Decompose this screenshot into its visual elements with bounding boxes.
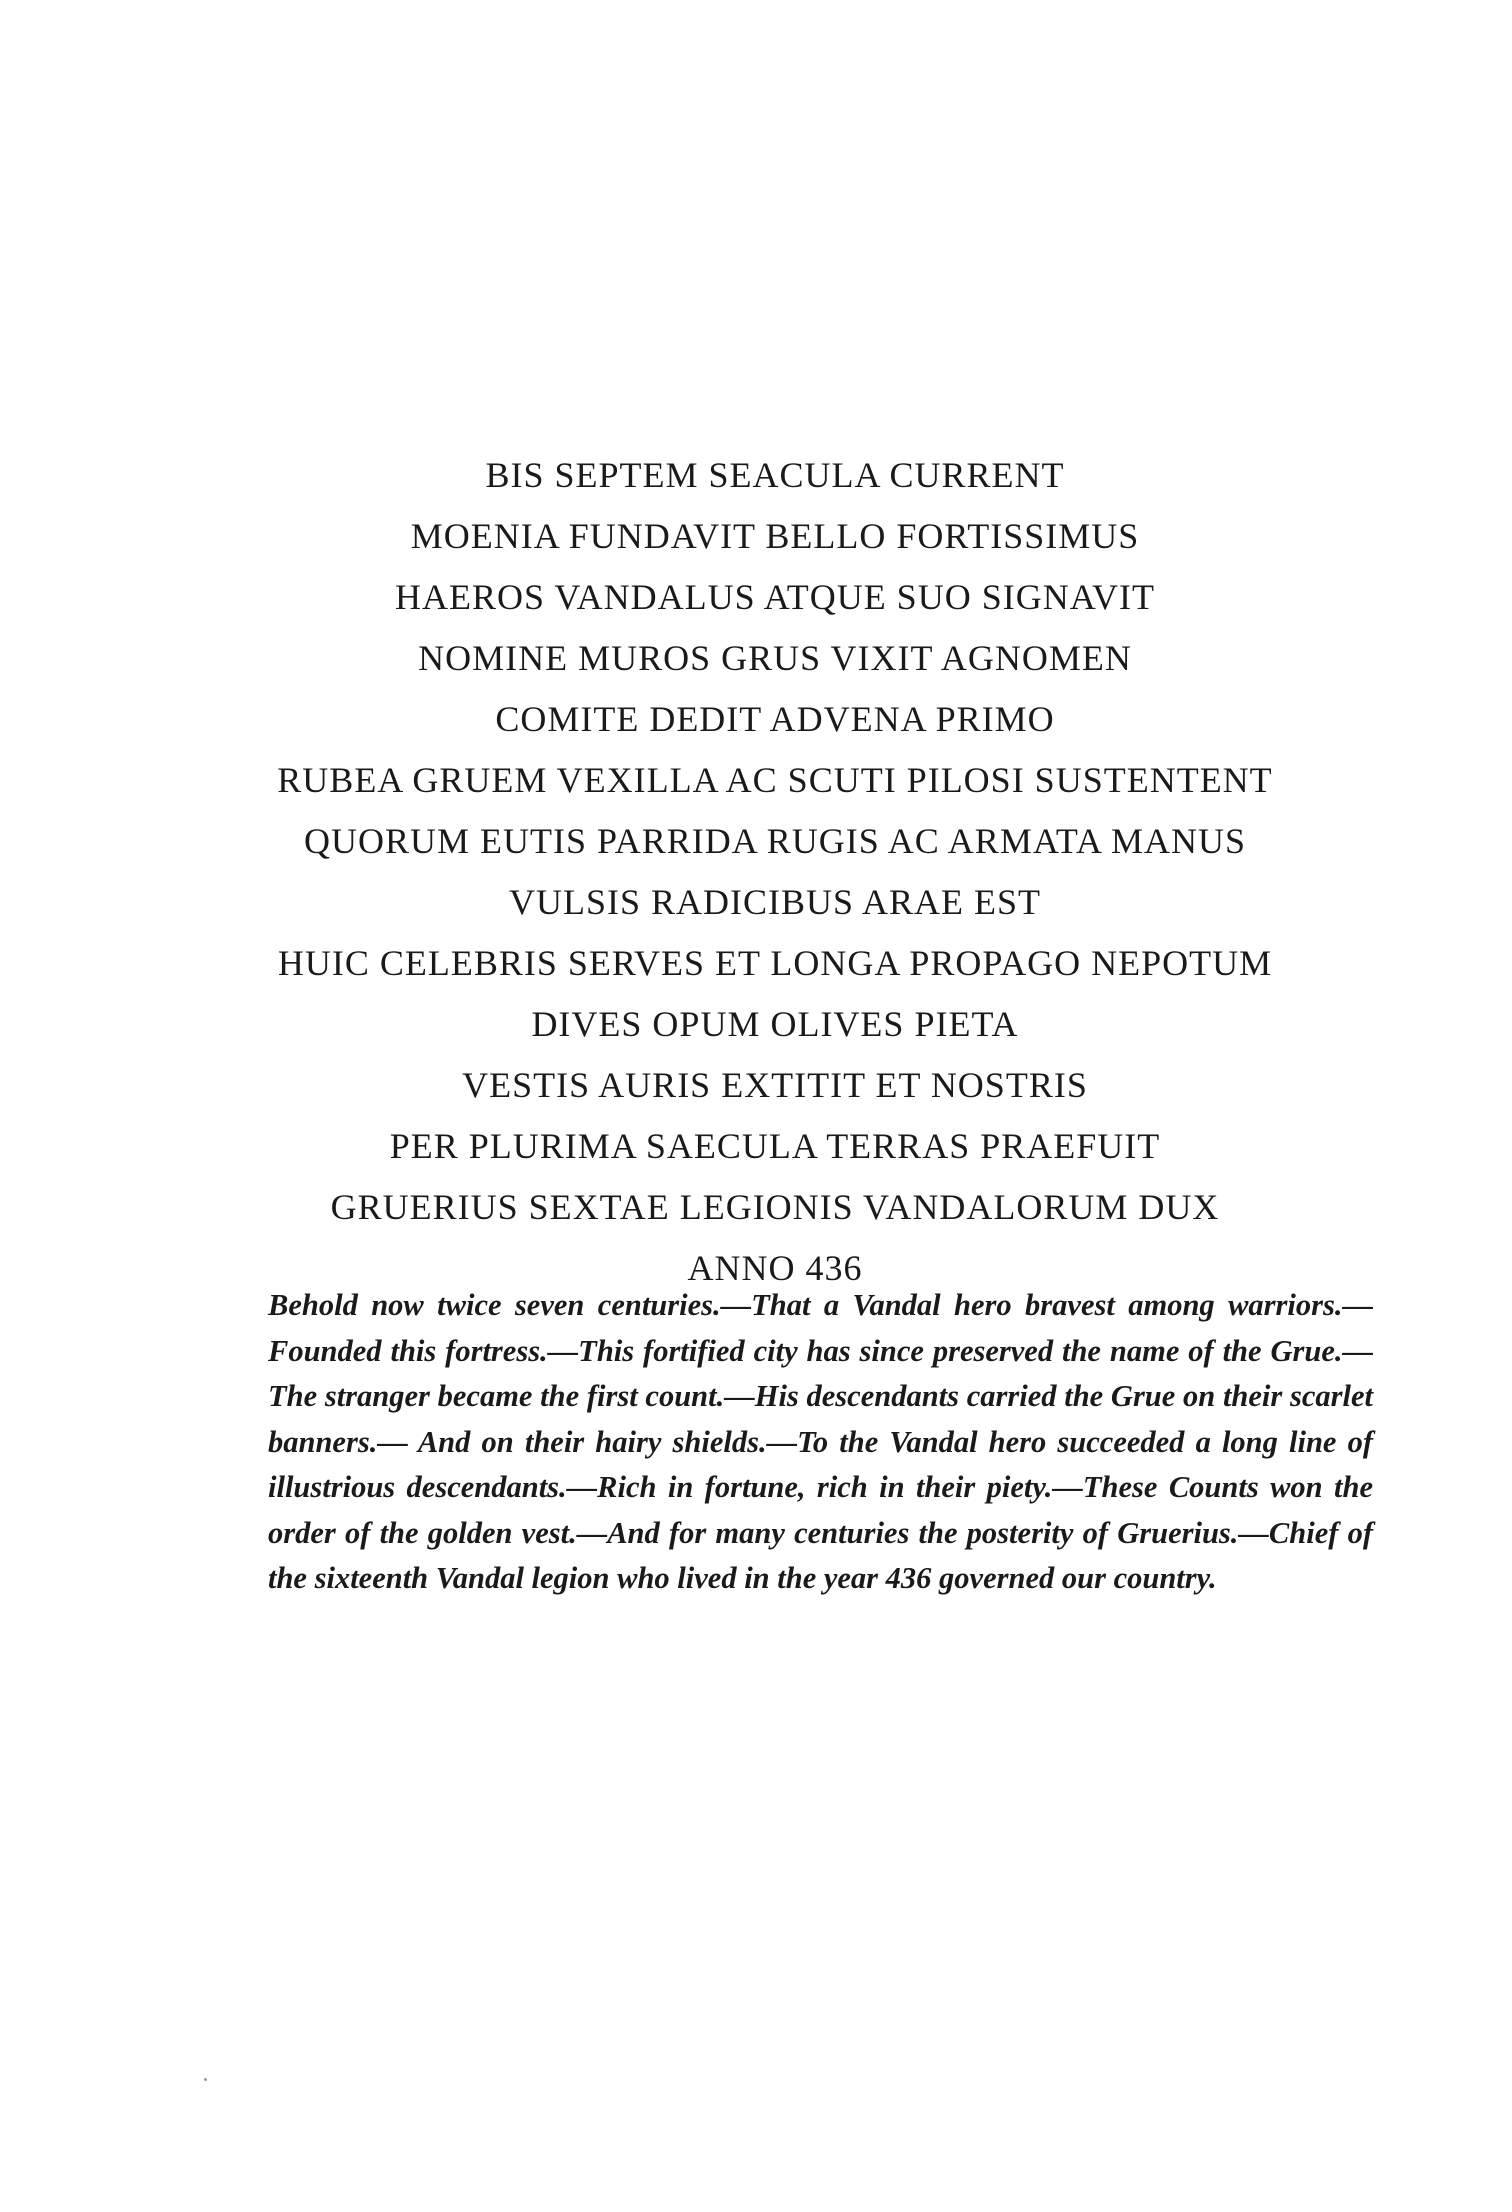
inscription-line: GRUERIUS SEXTAE LEGIONIS VANDALORUM DUX — [330, 1187, 1220, 1227]
inscription-line: VESTIS AURIS EXTITIT ET NOSTRIS — [462, 1065, 1088, 1105]
english-translation: Behold now twice seven centuries.—That a Vandal hero bravest among warriors.—Founded this fortress.—This fortified city has since preserved the name of the Grue.—The stranger became the first count.—His descendants carried the Grue on their scarlet banners.— And on their hairy shields.—To the Vandal hero succeeded a long line of illustrious descendants.—Rich in fortune, rich in their piety.—These Counts won the order of the golden vest.—And for many centuries the posterity of Gruerius.—Chief of the sixteenth Vandal legion who lived in the year 436 governed our country. — [268, 1288, 1373, 1595]
inscription-line: DIVES OPUM OLIVES PIETA — [531, 1004, 1019, 1044]
inscription-line: QUORUM EUTIS PARRIDA RUGIS AC ARMATA MANUS — [304, 821, 1246, 861]
inscription-line: BIS SEPTEM SEACULA CURRENT — [485, 455, 1065, 495]
inscription-line: MOENIA FUNDAVIT BELLO FORTISSIMUS — [410, 516, 1140, 556]
inscription-line: COMITE DEDIT ADVENA PRIMO — [495, 699, 1055, 739]
inscription-line: HAEROS VANDALUS ATQUE SUO SIGNAVIT — [394, 577, 1156, 617]
inscription-line: PER PLURIMA SAECULA TERRAS PRAEFUIT — [389, 1126, 1161, 1166]
latin-inscription — [200, 445, 1350, 1299]
inscription-date: ANNO 436 — [687, 1248, 863, 1288]
inscription-line: VULSIS RADICIBUS ARAE EST — [508, 882, 1042, 922]
scan-speck — [204, 2078, 207, 2081]
inscription-line: RUBEA GRUEM VEXILLA AC SCUTI PILOSI SUSTENTENT — [277, 760, 1273, 800]
inscription-line: NOMINE MUROS GRUS VIXIT AGNOMEN — [418, 638, 1132, 678]
inscription-line: HUIC CELEBRIS SERVES ET LONGA PROPAGO NEPOTUM — [277, 943, 1273, 983]
